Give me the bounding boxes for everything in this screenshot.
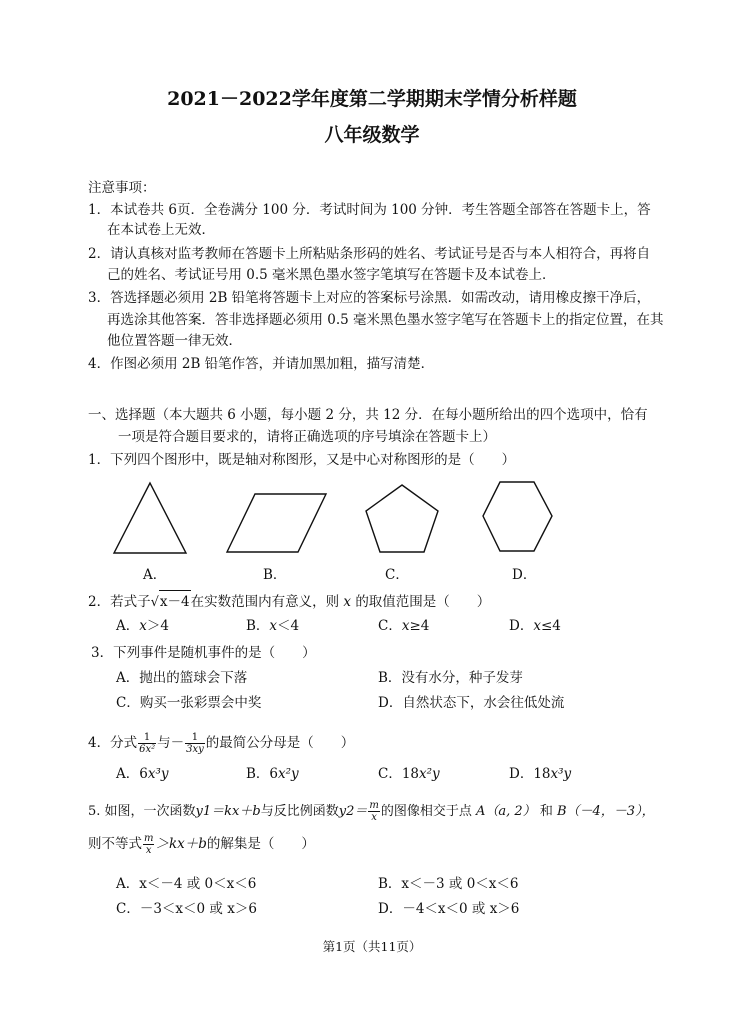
question-2-option-a: A．x＞4 — [116, 618, 169, 634]
question-2-option-d: D．x≤4 — [509, 618, 561, 634]
question-2-variable: x — [343, 594, 352, 610]
question-2-option-c: C．x≥4 — [378, 618, 430, 634]
question-2-option-b: B．x＜4 — [246, 618, 300, 634]
parallelogram-figure — [227, 494, 326, 552]
question-1-stem: 1．下列四个图形中，既是轴对称图形，又是中心对称图形的是（ ） — [88, 452, 516, 468]
question-5-inequality-fraction: $\frac{m}{x}$ — [144, 833, 154, 856]
question-4-option-d: D．18x³y — [509, 766, 572, 782]
question-5-fraction: $\frac{m}{x}$ — [369, 800, 379, 823]
pentagon-figure — [366, 485, 438, 552]
question-5-linear-function: y1＝kx＋b — [195, 804, 261, 819]
question-5-stem-mid: 与反比例函数 — [260, 804, 339, 819]
question-4-option-c: C．18x²y — [378, 766, 440, 782]
question-3-option-a: A．抛出的篮球会下落 — [116, 670, 248, 686]
question-3-option-b: B．没有水分，种子发芽 — [378, 670, 523, 686]
question-5-stem-pre: 5. 如图，一次函数 — [88, 804, 196, 819]
question-4-option-b: B．6x²y — [246, 766, 299, 782]
question-2-stem — [88, 590, 490, 614]
question-1-label-c: C． — [385, 567, 409, 583]
question-2-stem-post: 在实数范围内有意义，则 — [190, 594, 340, 610]
question-4-stem — [88, 730, 354, 756]
question-5-stem-line-1 — [88, 799, 655, 825]
question-4-option-a: A．6x³y — [116, 766, 169, 782]
notice-heading: 注意事项： — [88, 180, 156, 196]
question-4-stem-mid: 与－ — [157, 735, 185, 751]
question-4-stem-post: 的最简公分母是（ ） — [205, 735, 355, 751]
sqrt-icon: √ — [150, 595, 159, 610]
section-heading-line-1: 一、选择题（本大题共 6 小题，每小题 2 分，共 12 分．在每小题所给出的四个选项中，恰有 — [88, 407, 648, 423]
hexagon-figure — [483, 482, 552, 551]
question-5-line-2-pre: 则不等式 — [88, 836, 142, 852]
question-2-radicand: x－4 — [159, 590, 191, 613]
question-3-option-c: C．购买一张彩票会中奖 — [116, 695, 262, 711]
question-4-stem-pre: 4．分式 — [88, 735, 138, 751]
notice-item-2-line-2: 己的姓名、考试证号用 0.5 毫米黑色墨水签字笔填写在答题卡及本试卷上． — [107, 267, 556, 283]
question-5-option-a: A．x＜－4 或 0＜x＜6 — [116, 876, 257, 892]
question-3-option-d: D．自然状态下，水会往低处流 — [378, 695, 565, 711]
section-heading-line-2: 一项是符合题目要求的，请将正确选项的序号填涂在答题卡上） — [118, 429, 496, 445]
page-subtitle: 八年级数学 — [324, 124, 420, 146]
question-5-option-b: B．x＜－3 或 0＜x＜6 — [378, 876, 519, 892]
page-title: 2021－2022学年度第二学期期末学情分析样题 — [167, 88, 577, 110]
notice-item-1-line-2: 在本试卷上无效． — [107, 222, 215, 238]
question-3-stem: 3．下列事件是随机事件的是（ ） — [91, 645, 316, 661]
notice-item-3-line-2: 再选涂其他答案．答非选择题必须用 0.5 毫米黑色墨水签字笔写在答题卡上的指定位置，在其 — [107, 312, 664, 328]
notice-item-3-line-3: 他位置答题一律无效． — [107, 333, 242, 349]
question-1-label-d: D． — [512, 567, 537, 583]
question-5-stem-line-2 — [88, 829, 315, 859]
question-5-and: 和 — [539, 804, 553, 819]
question-5-point-b: B（－4，－3）， — [556, 804, 655, 819]
notice-item-4: 4．作图必须用 2B 铅笔作答，并请加黑加粗，描写清楚． — [88, 356, 435, 372]
question-5-option-d: D．－4＜x＜0 或 x＞6 — [378, 901, 520, 917]
triangle-figure — [114, 483, 186, 553]
question-4-fraction-2: $\frac{1}{3xy}$ — [186, 732, 204, 755]
question-5-inequality-rest: ＞kx＋b — [155, 836, 207, 852]
question-4-fraction-1: $\frac{1}{\text{6x²}}$ — [139, 732, 156, 755]
question-5-point-a: A（a, 2） — [475, 804, 536, 819]
notice-item-2-line-1: 2．请认真核对监考教师在答题卡上所粘贴条形码的姓名、考试证号是否与本人相符合，再将自 — [88, 246, 651, 262]
question-2-stem-post-2: 的取值范围是（ ） — [355, 594, 491, 610]
question-5-line-2-post: 的解集是（ ） — [206, 836, 315, 852]
question-1-label-b: B． — [263, 567, 287, 583]
question-5-option-c: C．－3＜x＜0 或 x＞6 — [116, 901, 257, 917]
question-5-inverse-function: y2＝ — [338, 804, 368, 819]
question-1-figures — [100, 478, 620, 558]
notice-item-3-line-1: 3．答选择题必须用 2B 铅笔将答题卡上对应的答案标号涂黑．如需改动，请用橡皮擦干净后， — [88, 290, 651, 306]
page-footer: 第1页（共11页） — [322, 939, 422, 954]
question-1-label-a: A． — [143, 567, 167, 583]
notice-item-1-line-1: 1．本试卷共 6页．全卷满分 100 分．考试时间为 100 分钟．考生答题全部答在答题卡上，答 — [88, 202, 651, 218]
question-5-stem-post: 的图像相交于点 — [380, 804, 472, 819]
question-2-stem-pre: 2．若式子 — [88, 594, 151, 610]
